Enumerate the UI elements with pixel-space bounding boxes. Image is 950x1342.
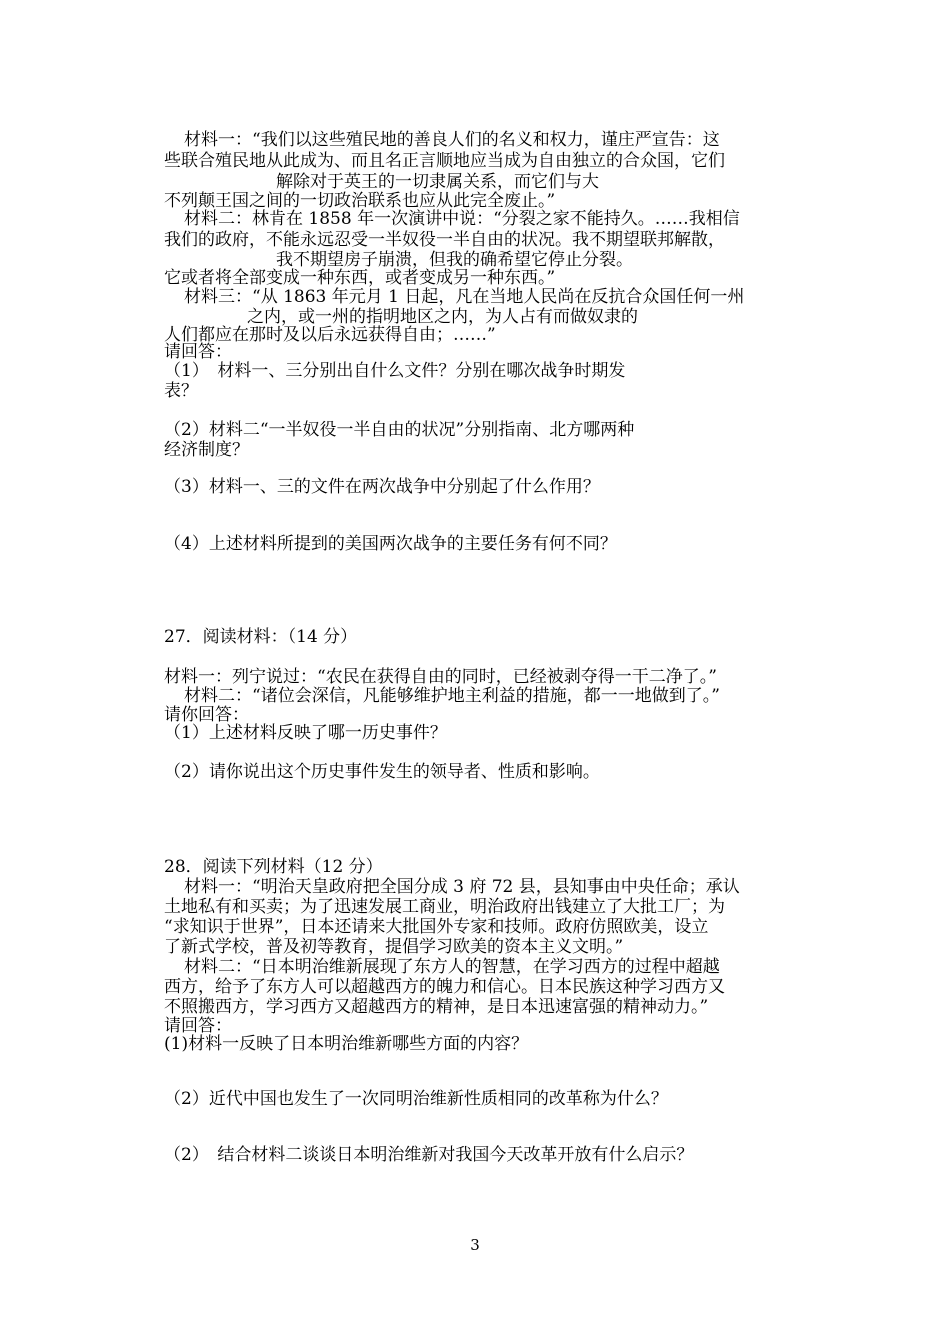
s26-material3-line3: 人们都应在那时及以后永远获得自由；……” — [164, 325, 496, 345]
s28-material1-line2: 土地私有和买卖；为了迅速发展工商业，明治政府出钱建立了大批工厂；为 — [164, 897, 725, 917]
page-number: 3 — [470, 1236, 480, 1254]
s26-material3-line2: 之内，或一州的指明地区之内，为人占有而做奴隶的 — [247, 307, 638, 327]
s26-material1-line2: 些联合殖民地从此成为、而且名正言顺地应当成为自由独立的合众国，它们 — [164, 151, 725, 171]
s26-prompt: 请回答： — [164, 342, 232, 362]
s27-question2: （2）请你说出这个历史事件发生的领导者、性质和影响。 — [164, 762, 600, 782]
s27-prompt: 请你回答： — [164, 705, 249, 725]
s26-material3-line1: 材料三：“从 1863 年元月 1 日起，凡在当地人民尚在反抗合众国任何一州 — [184, 287, 745, 307]
s28-material1-line3: “求知识于世界”，日本还请来大批国外专家和技师。政府仿照欧美，设立 — [164, 917, 709, 937]
s28-heading: 28．阅读下列材料（12 分） — [164, 857, 383, 877]
s26-material2-line3: 我不期望房子崩溃，但我的确希望它停止分裂。 — [276, 250, 633, 270]
s26-question1-line2: 表？ — [164, 381, 198, 401]
s28-material2-line3: 不照搬西方，学习西方又超越西方的精神，是日本迅速富强的精神动力。” — [164, 997, 709, 1017]
s26-material2-line4: 它或者将全部变成一种东西，或者变成另一种东西。” — [164, 268, 556, 288]
s26-question2-line2: 经济制度？ — [164, 440, 249, 460]
s26-material2-line2: 我们的政府，不能永远忍受一半奴役一半自由的状况。我不期望联邦解散， — [164, 230, 725, 250]
s26-material1-line1: 材料一：“我们以这些殖民地的善良人们的名义和权力，谨庄严宣告：这 — [184, 130, 720, 150]
s27-heading: 27．阅读材料：（14 分） — [164, 627, 358, 647]
s26-material1-line3: 解除对于英王的一切隶属关系，而它们与大 — [276, 172, 599, 192]
s28-material2-line1: 材料二：“日本明治维新展现了东方人的智慧，在学习西方的过程中超越 — [184, 957, 720, 977]
s27-question1: （1）上述材料反映了哪一历史事件？ — [164, 723, 447, 743]
s28-question1: (1)材料一反映了日本明治维新哪些方面的内容？ — [164, 1034, 529, 1054]
s28-material1-line4: 了新式学校，普及初等教育，提倡学习欧美的资本主义文明。” — [164, 937, 624, 957]
s26-material2-line1: 材料二：林肯在 1858 年一次演讲中说：“分裂之家不能持久。……我相信 — [184, 209, 740, 229]
s26-material1-line4: 不列颠王国之间的一切政治联系也应从此完全废止。” — [164, 191, 556, 211]
s28-material1-line1: 材料一：“明治天皇政府把全国分成 3 府 72 县，县知事由中央任命；承认 — [184, 877, 740, 897]
s26-question4: （4）上述材料所提到的美国两次战争的主要任务有何不同？ — [164, 534, 617, 554]
s26-question3: （3）材料一、三的文件在两次战争中分别起了什么作用？ — [164, 477, 600, 497]
s26-question2-line1: （2）材料二“一半奴役一半自由的状况”分别指南、北方哪两种 — [164, 420, 635, 440]
s27-material2: 材料二：“诸位会深信，凡能够维护地主利益的措施，都一一地做到了。” — [184, 686, 720, 706]
s28-question3: （2） 结合材料二谈谈日本明治维新对我国今天改革开放有什么启示？ — [164, 1145, 694, 1165]
s26-question1-line1: （1） 材料一、三分别出自什么文件？分别在哪次战争时期发 — [164, 361, 626, 381]
s27-material1: 材料一：列宁说过：“农民在获得自由的同时，已经被剥夺得一干二净了。” — [164, 667, 717, 687]
s28-prompt: 请回答： — [164, 1016, 232, 1036]
s28-material2-line2: 西方，给予了东方人可以超越西方的魄力和信心。日本民族这种学习西方又 — [164, 977, 725, 997]
s28-question2: （2）近代中国也发生了一次同明治维新性质相同的改革称为什么？ — [164, 1089, 668, 1109]
